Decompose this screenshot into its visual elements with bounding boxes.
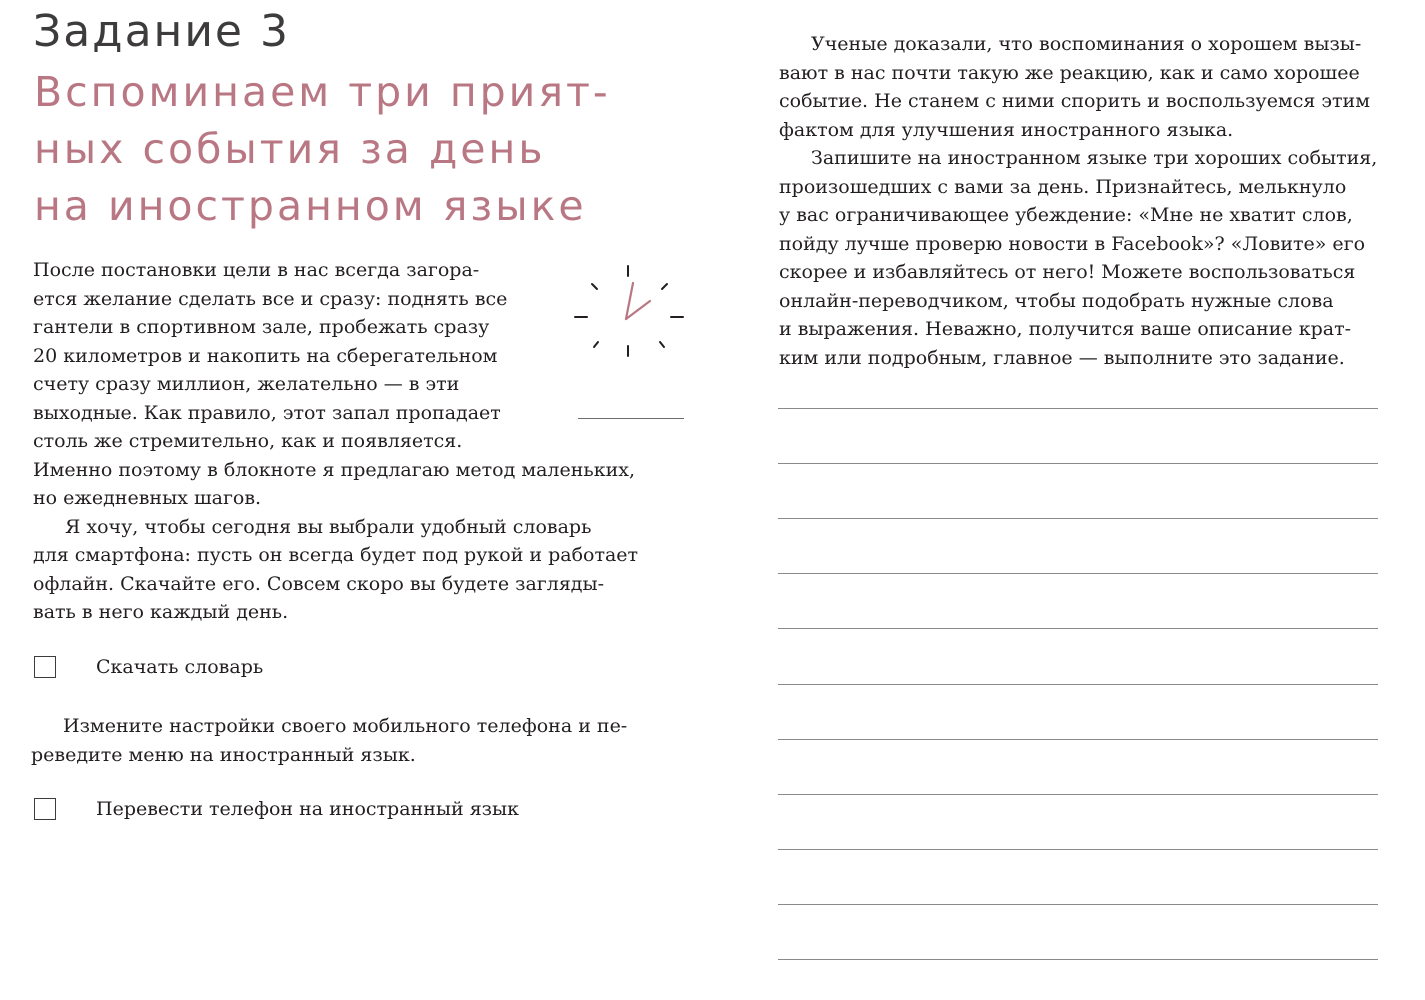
- clock-icon: [570, 258, 690, 368]
- title-line: Вспоминаем три прият-: [34, 68, 611, 116]
- text-line: вают в нас почти такую же реакцию, как и само хорошее: [779, 61, 1360, 84]
- instruction-paragraph: [779, 30, 1399, 372]
- answer-line[interactable]: [778, 628, 1378, 629]
- divider: [578, 418, 684, 419]
- text-line: но ежедневных шагов.: [33, 487, 262, 509]
- checkbox[interactable]: [34, 798, 56, 820]
- text-line: произошедших с вами за день. Признайтесь, мелькнуло: [779, 175, 1347, 198]
- checkbox-label: Перевести телефон на иностранный язык: [96, 798, 520, 820]
- answer-line[interactable]: [778, 463, 1378, 464]
- settings-paragraph: [31, 712, 691, 769]
- checkbox-download-dictionary[interactable]: [34, 656, 263, 678]
- text-line: Запишите на иностранном языке три хороших события,: [811, 147, 1378, 169]
- text-line: у вас ограничивающее убеждение: «Мне не хватит слов,: [779, 204, 1353, 226]
- text-line: ким или подробным, главное — выполните это задание.: [779, 346, 1345, 369]
- checkbox[interactable]: [34, 656, 56, 678]
- text-line: пойду лучше проверю новости в Facebook»? «Ловите» его: [779, 232, 1366, 255]
- text-line: офлайн. Скачайте его. Совсем скоро вы будете загляды-: [33, 572, 605, 595]
- text-line: Ученые доказали, что воспоминания о хорошем вызы-: [811, 33, 1362, 55]
- text-line: для смартфона: пусть он всегда будет под рукой и работает: [33, 544, 639, 566]
- title-line: ных события за день: [34, 125, 546, 173]
- right-page: [712, 0, 1425, 1000]
- text-line: Измените настройки своего мобильного телефона и пе-: [63, 715, 628, 737]
- text-line: Именно поэтому в блокноте я предлагаю метод маленьких,: [33, 458, 636, 481]
- title-line: на иностранном языке: [34, 182, 587, 230]
- left-page: [0, 0, 712, 1000]
- text-line: событие. Не станем с ними спорить и воспользуемся этим: [779, 90, 1370, 112]
- answer-line[interactable]: [778, 959, 1378, 960]
- text-line: счету сразу миллион, желательно — в эти: [33, 373, 460, 395]
- text-line: Я хочу, чтобы сегодня вы выбрали удобный словарь: [65, 515, 592, 538]
- task-number: Задание 3: [33, 6, 290, 57]
- text-line: вать в него каждый день.: [33, 601, 289, 623]
- checkbox-label: Скачать словарь: [96, 656, 264, 678]
- clock-tick: [662, 284, 667, 289]
- answer-line[interactable]: [778, 904, 1378, 905]
- answer-line[interactable]: [778, 849, 1378, 850]
- text-line: выходные. Как правило, этот запал пропадает: [33, 401, 501, 424]
- text-line: онлайн-переводчиком, чтобы подобрать нужные слова: [779, 289, 1334, 312]
- clock-tick: [592, 284, 597, 289]
- text-line: скорее и избавляйтесь от него! Можете воспользоваться: [779, 261, 1356, 283]
- answer-line[interactable]: [778, 739, 1378, 740]
- text-line: После постановки цели в нас всегда загора-: [33, 259, 480, 281]
- text-line: столь же стремительно, как и появляется.: [33, 430, 463, 452]
- answer-line[interactable]: [778, 408, 1378, 409]
- answer-line[interactable]: [778, 794, 1378, 795]
- text-line: фактом для улучшения иностранного языка.: [779, 118, 1234, 141]
- text-line: гантели в спортивном зале, пробежать сразу: [33, 316, 490, 338]
- clock-tick: [660, 342, 664, 347]
- text-line: реведите меню на иностранный язык.: [31, 743, 416, 766]
- answer-line[interactable]: [778, 518, 1378, 519]
- checkbox-switch-phone-language[interactable]: [34, 798, 519, 820]
- text-line: 20 километров и накопить на сберегательном: [33, 344, 498, 367]
- answer-line[interactable]: [778, 684, 1378, 685]
- text-line: ется желание сделать все и сразу: поднять все: [33, 287, 508, 310]
- text-line: и выражения. Неважно, получится ваше описание крат-: [779, 318, 1351, 340]
- task-title: [34, 64, 714, 235]
- answer-line[interactable]: [778, 573, 1378, 574]
- clock-tick: [594, 342, 598, 347]
